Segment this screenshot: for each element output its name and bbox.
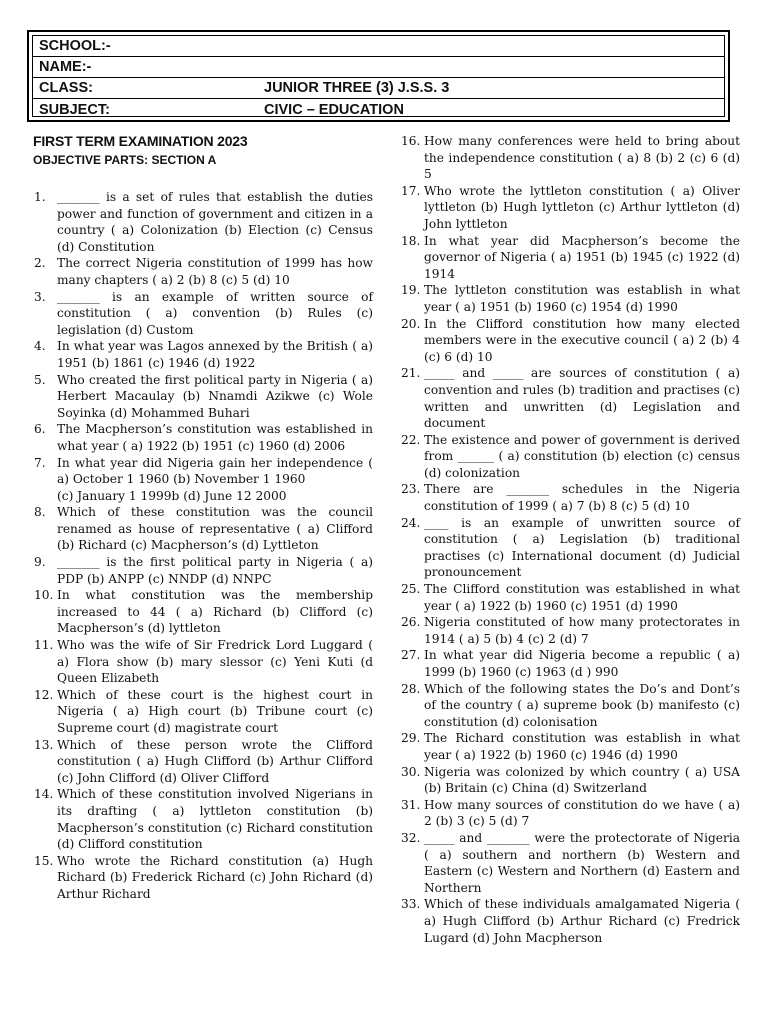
question-number: 3.	[34, 289, 46, 304]
question-text: Who created the first political party in Nigeria ( a) Herbert Macaulay (b) Nnamdi Azikwe (c) Wole Soyinka (d) Mohammed Buhari	[57, 372, 373, 420]
question-item	[34, 255, 373, 288]
title-block	[33, 133, 247, 167]
question-item	[34, 853, 373, 903]
question-item	[34, 737, 373, 787]
question-item	[401, 481, 740, 514]
question-text: Nigeria was colonized by which country ( a) USA (b) Britain (c) China (d) Switzerland	[424, 764, 740, 796]
question-item	[401, 614, 740, 647]
question-text: (c) January 1 1999b (d) June 12 2000	[57, 488, 287, 503]
question-item	[34, 786, 373, 852]
question-item	[401, 797, 740, 830]
question-number: 17.	[401, 183, 421, 198]
question-text: Which of these constitution was the council renamed as house of representative ( a) Clifford (b) Richard (c) Macpherson’s (d) Lyttleton	[57, 505, 373, 553]
school-row	[33, 36, 724, 57]
question-item	[34, 289, 373, 339]
question-number: 22.	[401, 432, 421, 447]
question-number: 16.	[401, 134, 421, 148]
question-item	[401, 730, 740, 763]
question-number: 26.	[401, 615, 421, 630]
question-item	[34, 637, 373, 687]
section-title: OBJECTIVE PARTS: SECTION A	[33, 153, 217, 167]
question-number: 18.	[401, 233, 421, 248]
question-item	[401, 365, 740, 431]
question-number: 23.	[401, 482, 421, 497]
question-item	[401, 432, 740, 482]
question-text: In what year did Macpherson’s become the governor of Nigeria ( a) 1951 (b) 1945 (c) 1922 (d) 1914	[424, 233, 740, 281]
name-label: NAME:-	[39, 59, 92, 75]
question-number: 31.	[401, 797, 421, 812]
question-number: 12.	[34, 687, 54, 702]
question-number: 7.	[34, 455, 46, 470]
class-value: JUNIOR THREE (3) J.S.S. 3	[264, 80, 450, 96]
question-text: In what constitution was the membership increased to 44 ( a) Richard (b) Clifford (c) Macpherson’s (d) lyttleton	[57, 588, 373, 636]
question-text: Which of these individuals amalgamated Nigeria ( a) Hugh Clifford (b) Arthur Richard (c) Fredrick Lugard (d) John Macpherson	[424, 897, 740, 945]
questions-column-right	[401, 133, 740, 946]
question-text: How many sources of constitution do we have ( a) 2 (b) 3 (c) 5 (d) 7	[424, 797, 740, 829]
question-number: 8.	[34, 505, 46, 520]
question-text: Which of these constitution involved Nigerians in its drafting ( a) lyttleton constitution (b) Macpherson’s constitution (c) Richard constitution (d) Clifford constitution	[57, 787, 373, 852]
question-number: 28.	[401, 681, 421, 696]
question-number: 33.	[401, 897, 421, 912]
subject-label: SUBJECT:	[39, 101, 110, 118]
question-number: 14.	[34, 787, 54, 802]
question-number: 1.	[34, 190, 46, 204]
question-text: Who was the wife of Sir Fredrick Lord Luggard ( a) Flora show (b) mary slessor (c) Yeni Kuti (d Queen Elizabeth	[57, 638, 373, 686]
question-text: Who wrote the Richard constitution (a) Hugh Richard (b) Frederick Richard (c) John Richard (d) Arthur Richard	[57, 853, 373, 901]
question-item	[34, 587, 373, 637]
question-item	[34, 554, 373, 587]
question-text: Which of these person wrote the Clifford constitution ( a) Hugh Clifford (b) Arthur Clifford (c) John Clifford (d) Oliver Clifford	[57, 737, 373, 785]
question-item	[401, 764, 740, 797]
question-number: 15.	[34, 853, 54, 868]
question-number: 10.	[34, 588, 54, 603]
question-text: The lyttleton constitution was establish in what year ( a) 1951 (b) 1960 (c) 1954 (d) 1990	[424, 283, 740, 314]
question-number: 9.	[34, 555, 46, 570]
question-item	[401, 282, 740, 315]
question-text: Who wrote the lyttleton constitution ( a) Oliver lyttleton (b) Hugh lyttleton (c) Arthur lyttleton (d) John lyttleton	[424, 183, 740, 231]
subject-row	[33, 99, 724, 120]
question-item	[34, 372, 373, 422]
question-item	[401, 681, 740, 731]
question-text: Which of the following states the Do’s and Dont’s of the country ( a) supreme book (b) manifesto (c) constitution (d) colonisation	[424, 681, 740, 729]
question-text: In what year was Lagos annexed by the British ( a) 1951 (b) 1861 (c) 1946 (d) 1922	[57, 339, 373, 370]
question-text: The Richard constitution was establish in what year ( a) 1922 (b) 1960 (c) 1946 (d) 1990	[424, 731, 740, 762]
question-item	[401, 515, 740, 581]
question-item	[401, 133, 740, 183]
question-text: _______ is an example of written source of constitution ( a) convention (b) Rules (c) legislation (d) Custom	[57, 289, 373, 337]
question-text: _______ is the first political party in Nigeria ( a) PDP (b) ANPP (c) NNDP (d) NNPC	[57, 555, 373, 586]
question-text: Which of these court is the highest court in Nigeria ( a) High court (b) Tribune court (c) Supreme court (d) magistrate court	[57, 687, 373, 735]
header-table-inner	[32, 35, 725, 117]
question-number: 20.	[401, 316, 421, 331]
question-number: 27.	[401, 648, 421, 663]
question-text: How many conferences were held to bring about the independence constitution ( a) 8 (b) 2 (c) 6 (d) 5	[424, 134, 740, 182]
question-text: _______ is a set of rules that establish the duties power and function of government and citizen in a country ( a) Colonization (b) Election (c) Census (d) Constitution	[57, 190, 373, 254]
question-item	[34, 189, 373, 255]
question-number: 4.	[34, 339, 46, 354]
question-number: 5.	[34, 372, 46, 387]
header-table	[27, 30, 730, 122]
name-row	[33, 57, 724, 78]
question-item	[401, 581, 740, 614]
exam-title: FIRST TERM EXAMINATION 2023	[33, 133, 248, 149]
question-item	[401, 896, 740, 946]
question-number: 29.	[401, 731, 421, 746]
question-number: 11.	[34, 638, 54, 653]
question-text: The Macpherson’s constitution was established in what year ( a) 1922 (b) 1951 (c) 1960 (d) 2006	[57, 422, 373, 453]
question-item	[401, 316, 740, 366]
question-text: _____ and _______ were the protectorate of Nigeria ( a) southern and northern (b) Western and Eastern (c) Western and Northern (d) Eastern and Northern	[424, 830, 740, 895]
question-number: 25.	[401, 582, 421, 597]
class-label: CLASS:	[39, 80, 93, 96]
question-text: _____ and _____ are sources of constitution ( a) convention and rules (b) tradition and practises (c) written and unwritten (d) Legislation and document	[424, 366, 740, 431]
question-item	[34, 455, 373, 488]
question-text: There are _______ schedules in the Nigeria constitution of 1999 ( a) 7 (b) 8 (c) 5 (d) 10	[424, 482, 740, 514]
question-item	[401, 183, 740, 233]
question-item	[34, 338, 373, 371]
question-item	[34, 504, 373, 554]
question-item	[34, 687, 373, 737]
question-text: Nigeria constituted of how many protectorates in 1914 ( a) 5 (b) 4 (c) 2 (d) 7	[424, 615, 740, 646]
question-number: 6.	[34, 422, 46, 437]
question-text: The correct Nigeria constitution of 1999 has how many chapters ( a) 2 (b) 8 (c) 5 (d) 10	[57, 256, 373, 287]
school-label: SCHOOL:-	[39, 38, 111, 54]
question-text: The Clifford constitution was established in what year ( a) 1922 (b) 1960 (c) 1951 (d) 1990	[424, 582, 740, 613]
question-number: 21.	[401, 366, 421, 381]
question-number: 2.	[34, 256, 46, 271]
question-text: ____ is an example of unwritten source of constitution ( a) Legislation (b) traditional practises (c) International document (d) Judicial pronouncement	[424, 515, 740, 580]
question-number: 30.	[401, 764, 421, 779]
subject-value: CIVIC – EDUCATION	[264, 101, 404, 118]
question-text: In the Clifford constitution how many elected members were in the executive council ( a) 2 (b) 4 (c) 6 (d) 10	[424, 316, 740, 364]
question-item	[34, 421, 373, 454]
question-text: In what year did Nigeria become a republic ( a) 1999 (b) 1960 (c) 1963 (d ) 990	[424, 648, 740, 679]
question-item	[401, 647, 740, 680]
questions-column-left	[34, 189, 373, 903]
question-item	[34, 488, 373, 505]
question-number: 19.	[401, 283, 421, 298]
question-text: In what year did Nigeria gain her independence ( a) October 1 1960 (b) November 1 1960	[57, 455, 373, 487]
question-text: The existence and power of government is derived from ______ ( a) constitution (b) election (c) census (d) colonization	[424, 432, 740, 480]
question-item	[401, 830, 740, 896]
question-number: 32.	[401, 830, 421, 845]
class-row	[33, 78, 724, 99]
question-number: 24.	[401, 515, 421, 530]
question-item	[401, 233, 740, 283]
question-number: 13.	[34, 737, 54, 752]
